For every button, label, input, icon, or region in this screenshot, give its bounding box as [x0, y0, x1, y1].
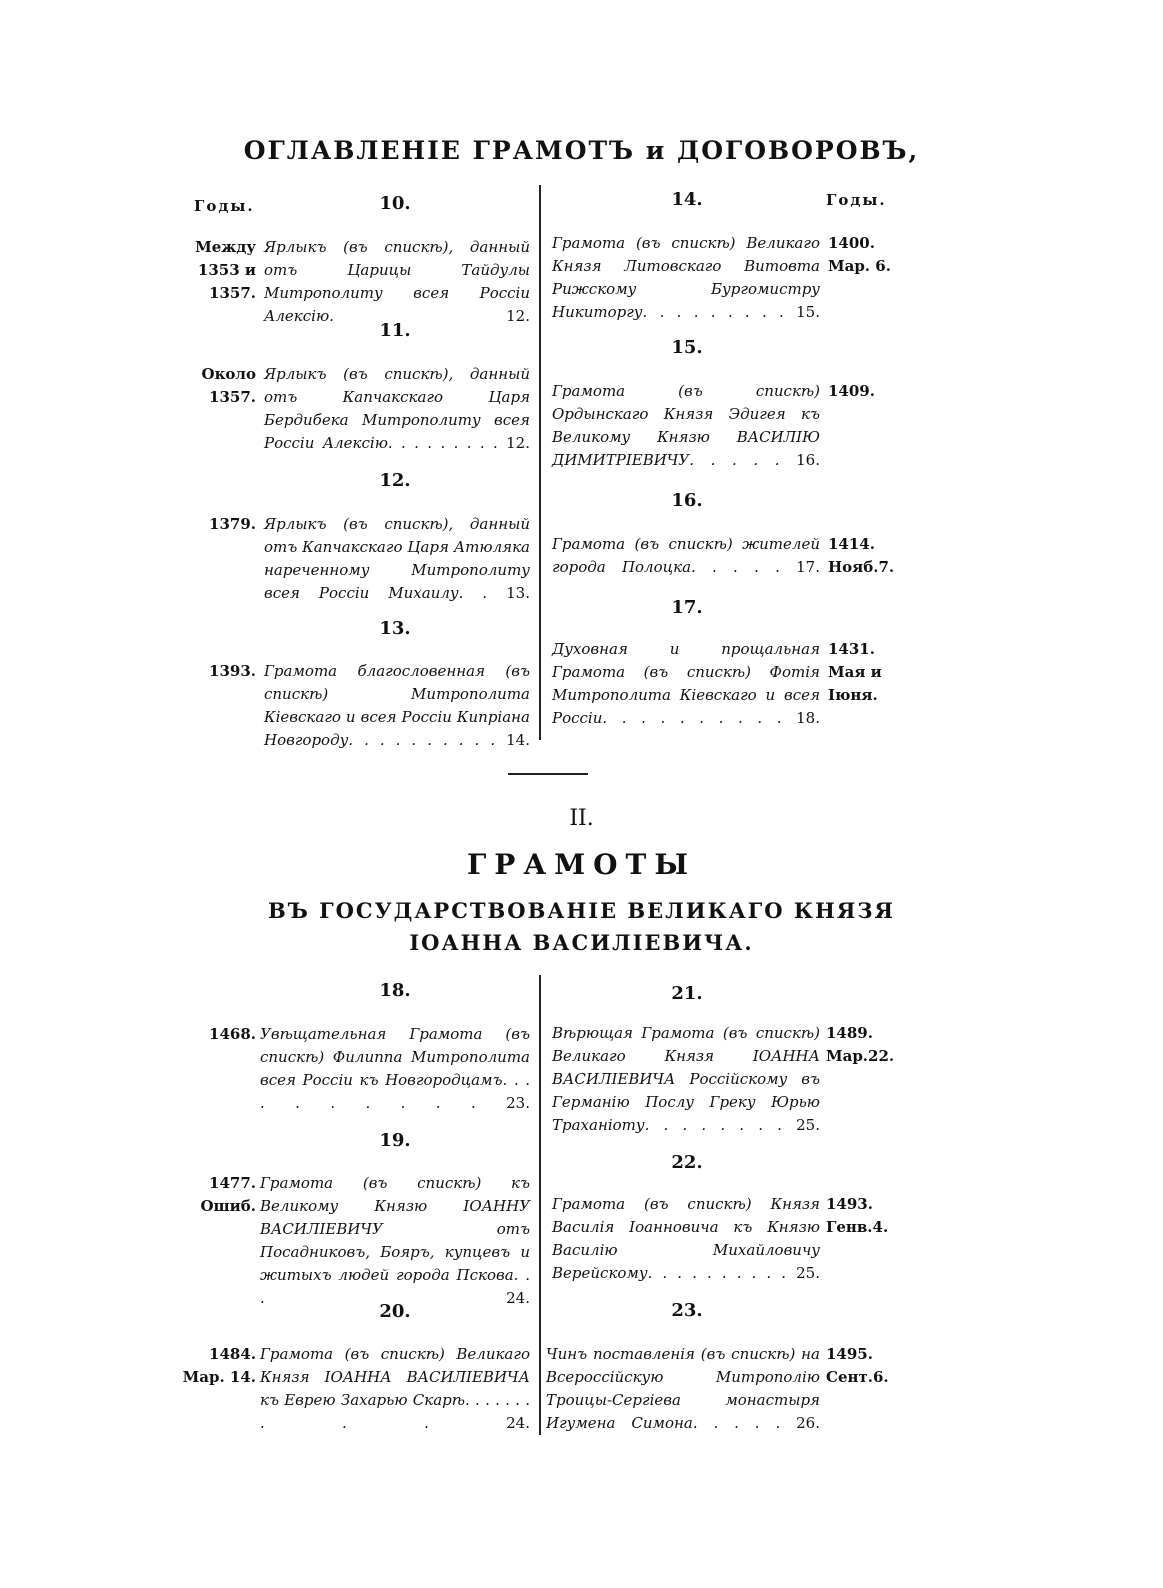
entry-year: 1400. Мар. 6. [828, 234, 891, 275]
entry-description: Грамота (въ спискѣ) Великаго Князя ІОАННА ВАСИЛІЕВИЧА къ Еврею Захарью Скарѣ. . . . . . . . . . 24. [260, 1345, 530, 1432]
entry-year: 1489. Мар.22. [826, 1024, 895, 1065]
column-divider [539, 185, 541, 740]
entry-number: 14. [671, 189, 703, 210]
entry-description: Вѣрющая Грамота (въ спискѣ) Великаго Князя ІОАННА ВАСИЛІЕВИЧА Россійскому въ Германію Послу Греку Юрью Траханіоту. . . . . . . . 25. [552, 1024, 820, 1134]
entry-description: Грамота (въ спискѣ) жителей города Полоцка. . . . . 17. [552, 535, 820, 576]
section-title: ГРАМОТЫ [466, 848, 697, 881]
entry-number: 16. [671, 490, 703, 511]
entry-number: 20. [379, 1301, 411, 1322]
entry-description: Грамота (въ спискѣ) къ Великому Князю ІОАННУ ВАСИЛІЕВИЧУ отъ Посадниковъ, Бояръ, купцевъ и житыхъ людей города Пскова. . . 24. [260, 1174, 530, 1307]
left-years-label: Годы. [194, 197, 255, 215]
entry-number: 11. [379, 320, 411, 341]
entry-description: Ярлыкъ (въ спискѣ), данный отъ Царицы Тайдулы Митрополиту всея Россіи Алексію. 12. [264, 238, 530, 325]
entry-description: Грамота (въ спискѣ) Великаго Князя Литовскаго Витовта Рижскому Бургомистру Никиторгу. . . . . . . . . 15. [552, 234, 820, 321]
entry-description: Увѣщательная Грамота (въ спискѣ) Филиппа Митрополита всея Россіи къ Новгородцамъ. . . . . . . . . . 23. [260, 1025, 530, 1112]
entry-description: Ярлыкъ (въ спискѣ), данный отъ Капчакскаго Царя Атюляка нареченному Митрополиту всея Россіи Михаилу. . 13. [264, 515, 530, 602]
entry-description: Грамота благословенная (въ спискѣ) Митрополита Кіевскаго и всея Россіи Кипріана Новгороду. . . . . . . . . . 14. [264, 662, 530, 749]
entry-year: 1493. Генв.4. [826, 1195, 889, 1236]
entry-year: 1409. [828, 382, 875, 400]
entry-number: 10. [379, 193, 411, 214]
entry-description: Грамота (въ спискѣ) Ордынскаго Князя Эдигея къ Великому Князю ВАСИЛІЮ ДИМИТРІЕВИЧУ. . . . . 16. [552, 382, 820, 469]
entry-year: Около 1357. [201, 365, 256, 406]
entry-year: Между 1353 и 1357. [195, 238, 256, 302]
entry-year: 1379. [209, 515, 256, 533]
page-title: ОГЛАВЛЕНІЕ ГРАМОТЪ и ДОГОВОРОВЪ, [243, 136, 920, 165]
entry-description: Ярлыкъ (въ спискѣ), данный отъ Капчакскаго Царя Бердибека Митрополиту всея Россіи Алексію. . . . . . . . . 12. [264, 365, 530, 452]
section-rule [508, 773, 588, 775]
entry-number: 12. [379, 470, 411, 491]
entry-year: 1495. Сент.6. [826, 1345, 889, 1386]
entry-number: 15. [671, 337, 703, 358]
section-subtitle: ВЪ ГОСУДАРСТВОВАНІЕ ВЕЛИКАГО КНЯЗЯ [267, 898, 896, 923]
section-subtitle: ІОАННА ВАСИЛІЕВИЧА. [409, 930, 754, 955]
entry-number: 18. [379, 980, 411, 1001]
entry-number: 22. [671, 1152, 703, 1173]
entry-year: 1477. Ошиб. [200, 1174, 256, 1215]
column-divider [539, 975, 541, 1435]
entry-number: 23. [671, 1300, 703, 1321]
entry-year: 1393. [209, 662, 256, 680]
entry-year: 1468. [209, 1025, 256, 1043]
entry-description: Грамота (въ спискѣ) Князя Василія Іоанновича къ Князю Василію Михайловичу Верейскому. . . . . . . . . . 25. [552, 1195, 820, 1282]
entry-number: 13. [379, 618, 411, 639]
entry-number: 21. [671, 983, 703, 1004]
entry-number: 17. [671, 597, 703, 618]
entry-year: 1431. Мая и Іюня. [828, 640, 882, 704]
section-number: II. [569, 806, 594, 831]
right-years-label: Годы. [826, 191, 887, 209]
entry-number: 19. [379, 1130, 411, 1151]
entry-year: 1484. Мар. 14. [182, 1345, 256, 1386]
entry-year: 1414. Нояб.7. [828, 535, 895, 576]
entry-description: Духовная и прощальная Грамота (въ спискѣ) Фотія Митрополита Кіевскаго и всея Россіи. . . . . . . . . . 18. [552, 640, 820, 727]
entry-description: Чинъ поставленія (въ спискѣ) на Всероссійскую Митрополію Троицы-Сергіева монастыря Игумена Симона. . . . . 26. [546, 1345, 820, 1432]
